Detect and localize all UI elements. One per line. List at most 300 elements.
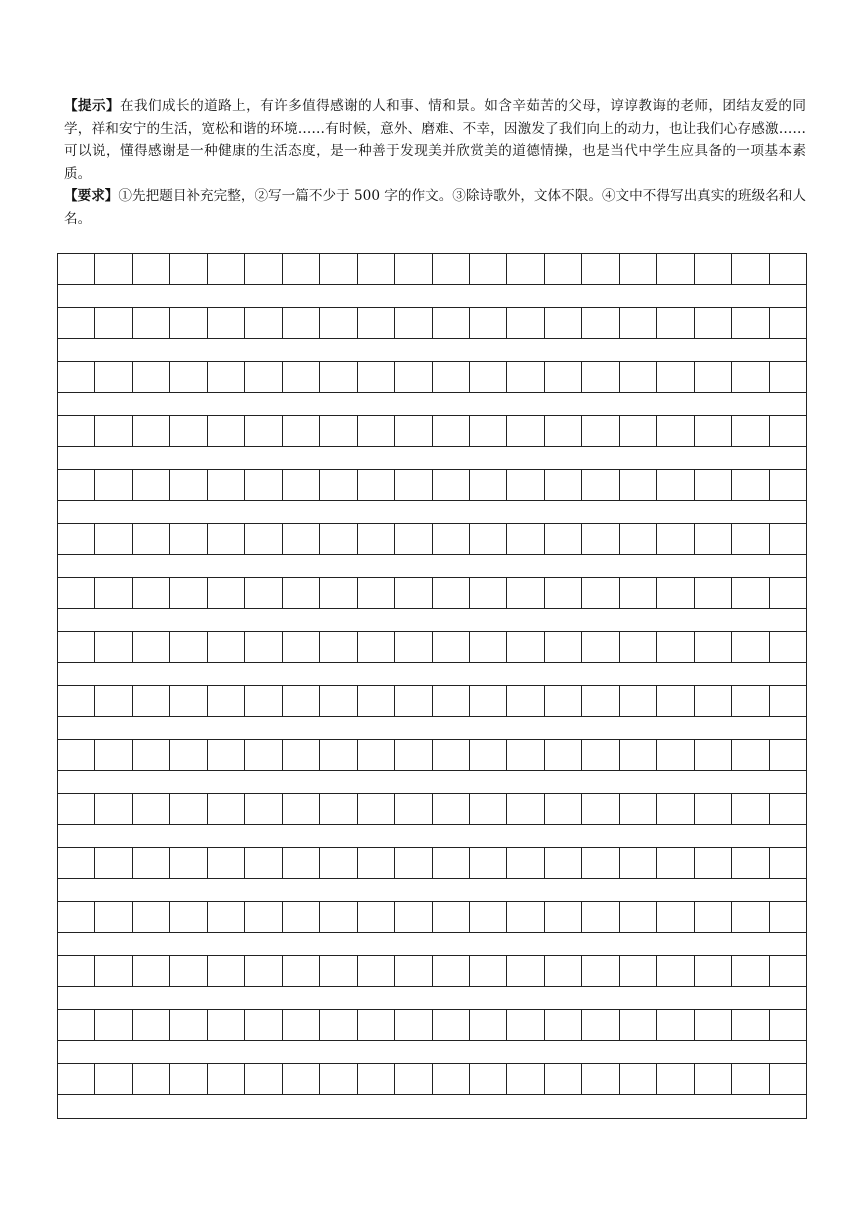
grid-cell[interactable] bbox=[620, 416, 657, 446]
grid-cell[interactable] bbox=[208, 362, 245, 392]
grid-cell[interactable] bbox=[620, 308, 657, 338]
grid-cell[interactable] bbox=[170, 416, 207, 446]
grid-cell[interactable] bbox=[620, 902, 657, 932]
grid-cell[interactable] bbox=[170, 308, 207, 338]
grid-cell[interactable] bbox=[433, 524, 470, 554]
grid-cell[interactable] bbox=[433, 956, 470, 986]
grid-cell[interactable] bbox=[58, 740, 95, 770]
grid-cell[interactable] bbox=[170, 632, 207, 662]
grid-cell[interactable] bbox=[320, 902, 357, 932]
grid-cell[interactable] bbox=[620, 740, 657, 770]
grid-cell[interactable] bbox=[620, 794, 657, 824]
grid-cell[interactable] bbox=[320, 632, 357, 662]
grid-cell[interactable] bbox=[95, 362, 132, 392]
grid-cell[interactable] bbox=[433, 848, 470, 878]
grid-cell[interactable] bbox=[58, 416, 95, 446]
grid-cell[interactable] bbox=[170, 794, 207, 824]
grid-cell[interactable] bbox=[133, 362, 170, 392]
grid-cell[interactable] bbox=[320, 1010, 357, 1040]
grid-cell[interactable] bbox=[58, 632, 95, 662]
grid-cell[interactable] bbox=[320, 1064, 357, 1094]
grid-cell[interactable] bbox=[470, 578, 507, 608]
grid-cell[interactable] bbox=[507, 740, 544, 770]
grid-cell[interactable] bbox=[395, 686, 432, 716]
grid-cell[interactable] bbox=[433, 470, 470, 500]
grid-cell[interactable] bbox=[95, 416, 132, 446]
grid-cell[interactable] bbox=[657, 362, 694, 392]
grid-cell[interactable] bbox=[170, 956, 207, 986]
grid-cell[interactable] bbox=[582, 362, 619, 392]
grid-cell[interactable] bbox=[208, 578, 245, 608]
grid-cell[interactable] bbox=[695, 1064, 732, 1094]
grid-cell[interactable] bbox=[470, 470, 507, 500]
grid-cell[interactable] bbox=[433, 1064, 470, 1094]
grid-cell[interactable] bbox=[133, 848, 170, 878]
grid-cell[interactable] bbox=[545, 308, 582, 338]
grid-cell[interactable] bbox=[95, 902, 132, 932]
grid-cell[interactable] bbox=[208, 470, 245, 500]
grid-cell[interactable] bbox=[133, 632, 170, 662]
grid-cell[interactable] bbox=[732, 308, 769, 338]
grid-cell[interactable] bbox=[545, 578, 582, 608]
grid-cell[interactable] bbox=[433, 740, 470, 770]
grid-cell[interactable] bbox=[395, 308, 432, 338]
grid-cell[interactable] bbox=[545, 1010, 582, 1040]
grid-cell[interactable] bbox=[433, 308, 470, 338]
grid-cell[interactable] bbox=[507, 1010, 544, 1040]
grid-cell[interactable] bbox=[395, 902, 432, 932]
grid-cell[interactable] bbox=[433, 686, 470, 716]
grid-cell[interactable] bbox=[582, 578, 619, 608]
grid-cell[interactable] bbox=[208, 902, 245, 932]
grid-cell[interactable] bbox=[582, 794, 619, 824]
grid-cell[interactable] bbox=[358, 254, 395, 284]
grid-cell[interactable] bbox=[58, 254, 95, 284]
grid-cell[interactable] bbox=[283, 308, 320, 338]
grid-cell[interactable] bbox=[95, 848, 132, 878]
grid-cell[interactable] bbox=[470, 524, 507, 554]
grid-cell[interactable] bbox=[470, 956, 507, 986]
grid-cell[interactable] bbox=[433, 1010, 470, 1040]
grid-cell[interactable] bbox=[657, 470, 694, 500]
grid-cell[interactable] bbox=[58, 470, 95, 500]
grid-cell[interactable] bbox=[208, 524, 245, 554]
grid-cell[interactable] bbox=[695, 848, 732, 878]
grid-cell[interactable] bbox=[208, 794, 245, 824]
grid-cell[interactable] bbox=[695, 362, 732, 392]
grid-cell[interactable] bbox=[507, 524, 544, 554]
grid-cell[interactable] bbox=[208, 254, 245, 284]
grid-cell[interactable] bbox=[433, 902, 470, 932]
grid-cell[interactable] bbox=[507, 1064, 544, 1094]
grid-cell[interactable] bbox=[320, 524, 357, 554]
grid-cell[interactable] bbox=[245, 254, 282, 284]
grid-cell[interactable] bbox=[657, 632, 694, 662]
grid-cell[interactable] bbox=[358, 416, 395, 446]
grid-cell[interactable] bbox=[695, 686, 732, 716]
grid-cell[interactable] bbox=[433, 362, 470, 392]
grid-cell[interactable] bbox=[732, 740, 769, 770]
grid-cell[interactable] bbox=[507, 956, 544, 986]
grid-cell[interactable] bbox=[170, 254, 207, 284]
grid-cell[interactable] bbox=[507, 632, 544, 662]
grid-cell[interactable] bbox=[657, 848, 694, 878]
grid-cell[interactable] bbox=[58, 362, 95, 392]
grid-cell[interactable] bbox=[133, 308, 170, 338]
grid-cell[interactable] bbox=[582, 470, 619, 500]
grid-cell[interactable] bbox=[133, 1064, 170, 1094]
grid-cell[interactable] bbox=[770, 740, 806, 770]
grid-cell[interactable] bbox=[208, 848, 245, 878]
grid-cell[interactable] bbox=[695, 470, 732, 500]
grid-cell[interactable] bbox=[732, 902, 769, 932]
grid-cell[interactable] bbox=[245, 470, 282, 500]
grid-cell[interactable] bbox=[170, 1010, 207, 1040]
grid-cell[interactable] bbox=[657, 740, 694, 770]
grid-cell[interactable] bbox=[545, 524, 582, 554]
grid-cell[interactable] bbox=[507, 848, 544, 878]
grid-cell[interactable] bbox=[283, 524, 320, 554]
grid-cell[interactable] bbox=[283, 686, 320, 716]
grid-cell[interactable] bbox=[470, 794, 507, 824]
grid-cell[interactable] bbox=[582, 902, 619, 932]
grid-cell[interactable] bbox=[732, 686, 769, 716]
grid-cell[interactable] bbox=[732, 632, 769, 662]
grid-cell[interactable] bbox=[695, 902, 732, 932]
grid-cell[interactable] bbox=[507, 362, 544, 392]
grid-cell[interactable] bbox=[358, 740, 395, 770]
grid-cell[interactable] bbox=[657, 1064, 694, 1094]
grid-cell[interactable] bbox=[620, 1064, 657, 1094]
grid-cell[interactable] bbox=[770, 524, 806, 554]
grid-cell[interactable] bbox=[245, 578, 282, 608]
grid-cell[interactable] bbox=[320, 686, 357, 716]
grid-cell[interactable] bbox=[507, 902, 544, 932]
grid-cell[interactable] bbox=[582, 416, 619, 446]
grid-cell[interactable] bbox=[620, 632, 657, 662]
grid-cell[interactable] bbox=[95, 1010, 132, 1040]
grid-cell[interactable] bbox=[620, 254, 657, 284]
grid-cell[interactable] bbox=[95, 578, 132, 608]
grid-cell[interactable] bbox=[620, 686, 657, 716]
grid-cell[interactable] bbox=[245, 308, 282, 338]
grid-cell[interactable] bbox=[358, 578, 395, 608]
grid-cell[interactable] bbox=[358, 686, 395, 716]
grid-cell[interactable] bbox=[470, 1010, 507, 1040]
grid-cell[interactable] bbox=[470, 740, 507, 770]
grid-cell[interactable] bbox=[657, 956, 694, 986]
grid-cell[interactable] bbox=[58, 1010, 95, 1040]
grid-cell[interactable] bbox=[770, 470, 806, 500]
grid-cell[interactable] bbox=[95, 1064, 132, 1094]
grid-cell[interactable] bbox=[433, 794, 470, 824]
grid-cell[interactable] bbox=[283, 740, 320, 770]
grid-cell[interactable] bbox=[358, 1064, 395, 1094]
grid-cell[interactable] bbox=[170, 740, 207, 770]
grid-cell[interactable] bbox=[358, 362, 395, 392]
grid-cell[interactable] bbox=[283, 416, 320, 446]
grid-cell[interactable] bbox=[95, 470, 132, 500]
grid-cell[interactable] bbox=[95, 740, 132, 770]
grid-cell[interactable] bbox=[58, 686, 95, 716]
grid-cell[interactable] bbox=[320, 794, 357, 824]
grid-cell[interactable] bbox=[395, 740, 432, 770]
grid-cell[interactable] bbox=[657, 254, 694, 284]
grid-cell[interactable] bbox=[58, 578, 95, 608]
grid-cell[interactable] bbox=[470, 848, 507, 878]
grid-cell[interactable] bbox=[507, 794, 544, 824]
grid-cell[interactable] bbox=[133, 740, 170, 770]
grid-cell[interactable] bbox=[395, 470, 432, 500]
grid-cell[interactable] bbox=[582, 848, 619, 878]
grid-cell[interactable] bbox=[695, 254, 732, 284]
grid-cell[interactable] bbox=[620, 1010, 657, 1040]
grid-cell[interactable] bbox=[545, 1064, 582, 1094]
grid-cell[interactable] bbox=[58, 902, 95, 932]
grid-cell[interactable] bbox=[620, 956, 657, 986]
grid-cell[interactable] bbox=[732, 362, 769, 392]
grid-cell[interactable] bbox=[582, 1064, 619, 1094]
grid-cell[interactable] bbox=[320, 956, 357, 986]
grid-cell[interactable] bbox=[695, 632, 732, 662]
grid-cell[interactable] bbox=[170, 1064, 207, 1094]
grid-cell[interactable] bbox=[358, 632, 395, 662]
grid-cell[interactable] bbox=[133, 794, 170, 824]
grid-cell[interactable] bbox=[770, 902, 806, 932]
grid-cell[interactable] bbox=[320, 362, 357, 392]
grid-cell[interactable] bbox=[732, 416, 769, 446]
grid-cell[interactable] bbox=[95, 956, 132, 986]
grid-cell[interactable] bbox=[695, 416, 732, 446]
grid-cell[interactable] bbox=[470, 362, 507, 392]
grid-cell[interactable] bbox=[208, 1064, 245, 1094]
grid-cell[interactable] bbox=[695, 956, 732, 986]
grid-cell[interactable] bbox=[133, 686, 170, 716]
grid-cell[interactable] bbox=[732, 1010, 769, 1040]
grid-cell[interactable] bbox=[358, 848, 395, 878]
grid-cell[interactable] bbox=[245, 1010, 282, 1040]
grid-cell[interactable] bbox=[358, 524, 395, 554]
grid-cell[interactable] bbox=[470, 632, 507, 662]
grid-cell[interactable] bbox=[245, 632, 282, 662]
grid-cell[interactable] bbox=[170, 362, 207, 392]
grid-cell[interactable] bbox=[395, 794, 432, 824]
grid-cell[interactable] bbox=[170, 524, 207, 554]
grid-cell[interactable] bbox=[58, 848, 95, 878]
grid-cell[interactable] bbox=[358, 956, 395, 986]
grid-cell[interactable] bbox=[58, 794, 95, 824]
grid-cell[interactable] bbox=[283, 1064, 320, 1094]
grid-cell[interactable] bbox=[545, 254, 582, 284]
grid-cell[interactable] bbox=[395, 1064, 432, 1094]
grid-cell[interactable] bbox=[58, 1064, 95, 1094]
grid-cell[interactable] bbox=[657, 686, 694, 716]
grid-cell[interactable] bbox=[395, 578, 432, 608]
grid-cell[interactable] bbox=[657, 794, 694, 824]
grid-cell[interactable] bbox=[208, 1010, 245, 1040]
grid-cell[interactable] bbox=[245, 416, 282, 446]
grid-cell[interactable] bbox=[507, 470, 544, 500]
grid-cell[interactable] bbox=[433, 632, 470, 662]
grid-cell[interactable] bbox=[395, 254, 432, 284]
grid-cell[interactable] bbox=[732, 254, 769, 284]
grid-cell[interactable] bbox=[95, 524, 132, 554]
grid-cell[interactable] bbox=[732, 848, 769, 878]
grid-cell[interactable] bbox=[657, 416, 694, 446]
grid-cell[interactable] bbox=[470, 902, 507, 932]
grid-cell[interactable] bbox=[133, 524, 170, 554]
grid-cell[interactable] bbox=[582, 524, 619, 554]
grid-cell[interactable] bbox=[732, 1064, 769, 1094]
grid-cell[interactable] bbox=[283, 254, 320, 284]
grid-cell[interactable] bbox=[358, 1010, 395, 1040]
grid-cell[interactable] bbox=[283, 632, 320, 662]
grid-cell[interactable] bbox=[58, 308, 95, 338]
grid-cell[interactable] bbox=[507, 416, 544, 446]
grid-cell[interactable] bbox=[208, 308, 245, 338]
grid-cell[interactable] bbox=[283, 362, 320, 392]
grid-cell[interactable] bbox=[95, 308, 132, 338]
grid-cell[interactable] bbox=[245, 740, 282, 770]
grid-cell[interactable] bbox=[95, 794, 132, 824]
grid-cell[interactable] bbox=[470, 416, 507, 446]
grid-cell[interactable] bbox=[395, 848, 432, 878]
grid-cell[interactable] bbox=[133, 416, 170, 446]
grid-cell[interactable] bbox=[582, 254, 619, 284]
grid-cell[interactable] bbox=[245, 362, 282, 392]
grid-cell[interactable] bbox=[320, 308, 357, 338]
grid-cell[interactable] bbox=[433, 416, 470, 446]
grid-cell[interactable] bbox=[170, 848, 207, 878]
grid-cell[interactable] bbox=[320, 470, 357, 500]
grid-cell[interactable] bbox=[395, 416, 432, 446]
grid-cell[interactable] bbox=[545, 470, 582, 500]
grid-cell[interactable] bbox=[320, 848, 357, 878]
grid-cell[interactable] bbox=[358, 470, 395, 500]
grid-cell[interactable] bbox=[582, 686, 619, 716]
grid-cell[interactable] bbox=[170, 470, 207, 500]
grid-cell[interactable] bbox=[695, 794, 732, 824]
grid-cell[interactable] bbox=[133, 1010, 170, 1040]
grid-cell[interactable] bbox=[358, 308, 395, 338]
grid-cell[interactable] bbox=[208, 686, 245, 716]
grid-cell[interactable] bbox=[582, 956, 619, 986]
grid-cell[interactable] bbox=[245, 524, 282, 554]
grid-cell[interactable] bbox=[395, 956, 432, 986]
grid-cell[interactable] bbox=[358, 794, 395, 824]
grid-cell[interactable] bbox=[770, 308, 806, 338]
grid-cell[interactable] bbox=[770, 1010, 806, 1040]
grid-cell[interactable] bbox=[245, 1064, 282, 1094]
grid-cell[interactable] bbox=[245, 848, 282, 878]
grid-cell[interactable] bbox=[770, 362, 806, 392]
grid-cell[interactable] bbox=[283, 578, 320, 608]
grid-cell[interactable] bbox=[320, 740, 357, 770]
grid-cell[interactable] bbox=[545, 794, 582, 824]
grid-cell[interactable] bbox=[208, 416, 245, 446]
grid-cell[interactable] bbox=[433, 578, 470, 608]
grid-cell[interactable] bbox=[283, 794, 320, 824]
grid-cell[interactable] bbox=[58, 956, 95, 986]
grid-cell[interactable] bbox=[433, 254, 470, 284]
grid-cell[interactable] bbox=[395, 1010, 432, 1040]
grid-cell[interactable] bbox=[95, 254, 132, 284]
grid-cell[interactable] bbox=[283, 848, 320, 878]
grid-cell[interactable] bbox=[245, 902, 282, 932]
grid-cell[interactable] bbox=[245, 956, 282, 986]
grid-cell[interactable] bbox=[245, 686, 282, 716]
grid-cell[interactable] bbox=[657, 308, 694, 338]
grid-cell[interactable] bbox=[545, 686, 582, 716]
grid-cell[interactable] bbox=[770, 956, 806, 986]
grid-cell[interactable] bbox=[133, 470, 170, 500]
grid-cell[interactable] bbox=[620, 470, 657, 500]
grid-cell[interactable] bbox=[470, 686, 507, 716]
grid-cell[interactable] bbox=[695, 524, 732, 554]
grid-cell[interactable] bbox=[545, 902, 582, 932]
grid-cell[interactable] bbox=[770, 686, 806, 716]
grid-cell[interactable] bbox=[507, 308, 544, 338]
grid-cell[interactable] bbox=[545, 632, 582, 662]
grid-cell[interactable] bbox=[657, 1010, 694, 1040]
grid-cell[interactable] bbox=[320, 254, 357, 284]
grid-cell[interactable] bbox=[170, 578, 207, 608]
grid-cell[interactable] bbox=[283, 902, 320, 932]
grid-cell[interactable] bbox=[770, 1064, 806, 1094]
grid-cell[interactable] bbox=[770, 578, 806, 608]
grid-cell[interactable] bbox=[470, 254, 507, 284]
grid-cell[interactable] bbox=[208, 740, 245, 770]
grid-cell[interactable] bbox=[395, 362, 432, 392]
grid-cell[interactable] bbox=[770, 848, 806, 878]
grid-cell[interactable] bbox=[95, 632, 132, 662]
grid-cell[interactable] bbox=[545, 956, 582, 986]
grid-cell[interactable] bbox=[95, 686, 132, 716]
grid-cell[interactable] bbox=[133, 254, 170, 284]
grid-cell[interactable] bbox=[133, 956, 170, 986]
grid-cell[interactable] bbox=[395, 524, 432, 554]
grid-cell[interactable] bbox=[245, 794, 282, 824]
grid-cell[interactable] bbox=[582, 740, 619, 770]
grid-cell[interactable] bbox=[545, 416, 582, 446]
grid-cell[interactable] bbox=[395, 632, 432, 662]
grid-cell[interactable] bbox=[545, 848, 582, 878]
grid-cell[interactable] bbox=[657, 578, 694, 608]
grid-cell[interactable] bbox=[320, 578, 357, 608]
grid-cell[interactable] bbox=[620, 578, 657, 608]
grid-cell[interactable] bbox=[770, 254, 806, 284]
grid-cell[interactable] bbox=[582, 1010, 619, 1040]
grid-cell[interactable] bbox=[358, 902, 395, 932]
grid-cell[interactable] bbox=[732, 794, 769, 824]
grid-cell[interactable] bbox=[208, 956, 245, 986]
grid-cell[interactable] bbox=[695, 578, 732, 608]
grid-cell[interactable] bbox=[208, 632, 245, 662]
grid-cell[interactable] bbox=[283, 956, 320, 986]
grid-cell[interactable] bbox=[657, 902, 694, 932]
grid-cell[interactable] bbox=[582, 308, 619, 338]
grid-cell[interactable] bbox=[770, 794, 806, 824]
grid-cell[interactable] bbox=[620, 524, 657, 554]
grid-cell[interactable] bbox=[732, 578, 769, 608]
grid-cell[interactable] bbox=[695, 308, 732, 338]
grid-cell[interactable] bbox=[133, 902, 170, 932]
grid-cell[interactable] bbox=[770, 416, 806, 446]
grid-cell[interactable] bbox=[58, 524, 95, 554]
grid-cell[interactable] bbox=[732, 470, 769, 500]
grid-cell[interactable] bbox=[507, 254, 544, 284]
grid-cell[interactable] bbox=[170, 686, 207, 716]
